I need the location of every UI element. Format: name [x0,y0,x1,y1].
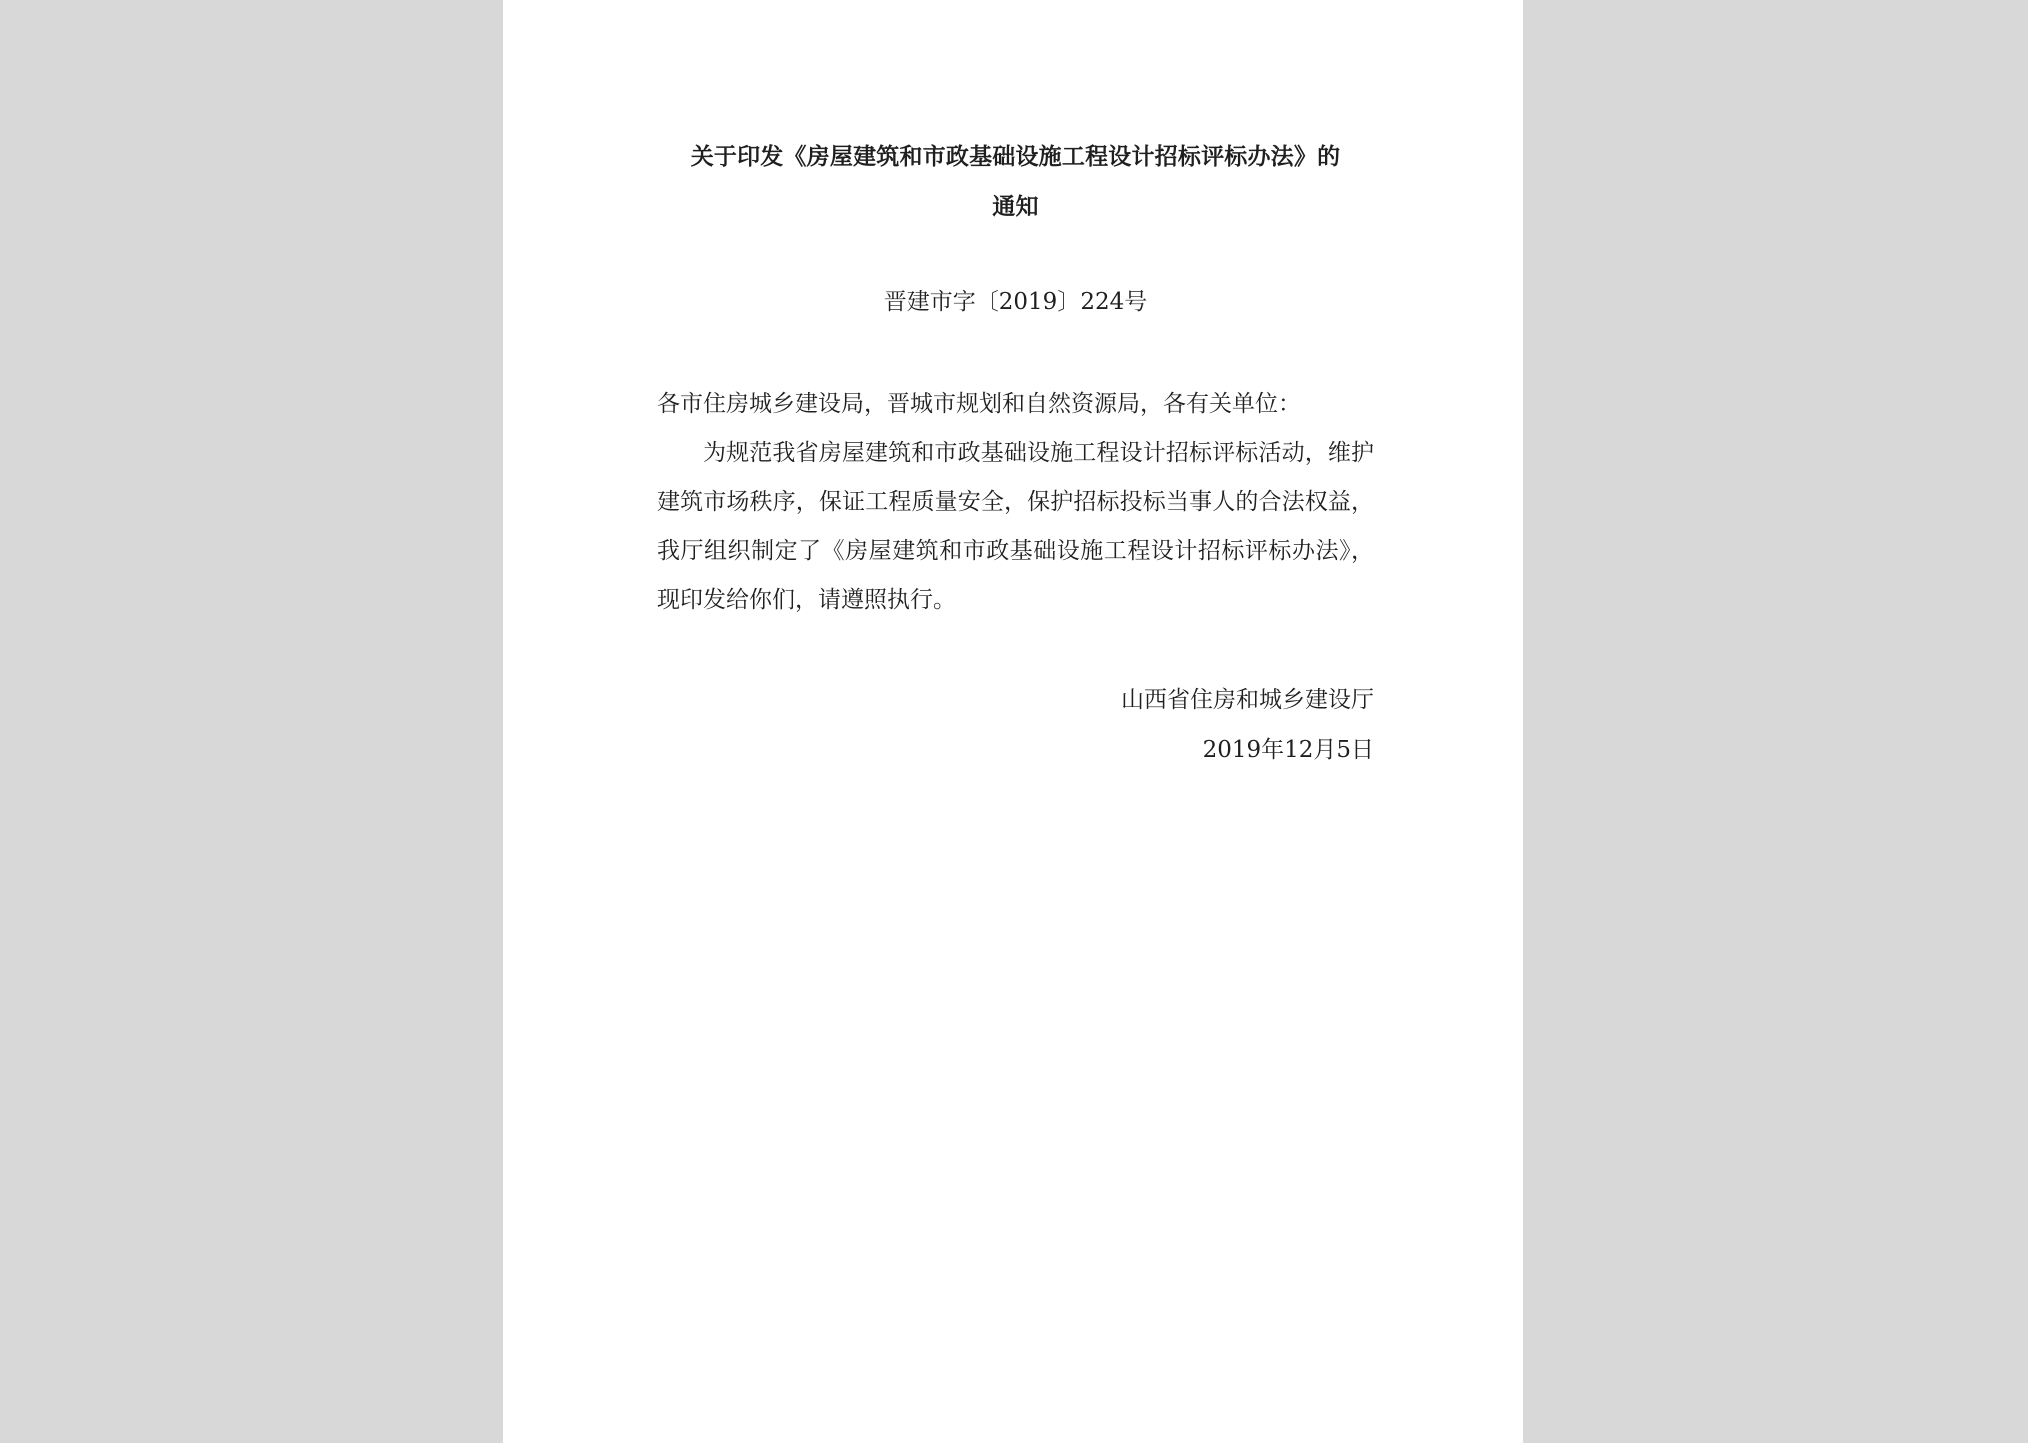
main-paragraph: 为规范我省房屋建筑和市政基础设施工程设计招标评标活动，维护建筑市场秩序，保证工程质量安全，保护招标投标当事人的合法权益，我厅组织制定了《房屋建筑和市政基础设施工程设计招标评标办法》，现印发给你们，请遵照执行。 [657,440,1374,613]
title-line-1: 关于印发《房屋建筑和市政基础设施工程设计招标评标办法》的 [690,143,1341,170]
issuer-name: 山西省住房和城乡建设厅 [1121,687,1374,713]
issue-date: 2019年12月5日 [1202,737,1374,763]
document-body [657,380,1374,625]
salutation: 各市住房城乡建设局，晋城市规划和自然资源局，各有关单位： [657,391,1301,417]
document-number: 晋建市字〔2019〕224号 [883,289,1148,315]
title-line-2: 通知 [992,193,1039,220]
document-page [503,0,1523,1443]
signature-block [657,675,1374,775]
document-title [657,132,1374,232]
